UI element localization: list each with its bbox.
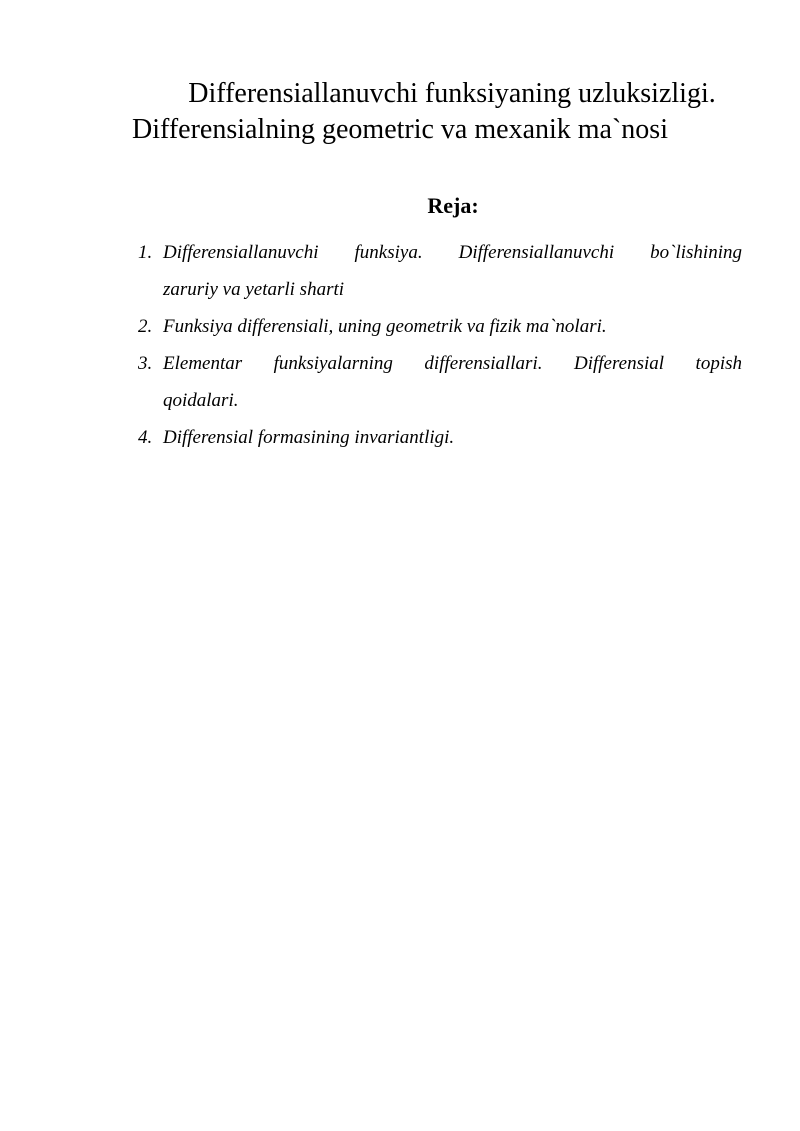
plan-item-4 bbox=[138, 419, 742, 456]
plan-list bbox=[138, 234, 742, 456]
plan-item-text-continued: zaruriy va yetarli sharti bbox=[163, 279, 345, 300]
plan-item-number: 3. bbox=[138, 353, 153, 374]
title-line-2: Differensialning geometric va mexanik ma`nosi bbox=[132, 114, 668, 145]
title-line-1: Differensiallanuvchi funksiyaning uzluksizligi. bbox=[188, 78, 716, 109]
plan-item-text: Differensial formasining invariantligi. bbox=[163, 427, 455, 448]
plan-item-number: 1. bbox=[138, 242, 153, 263]
plan-item-number: 2. bbox=[138, 316, 153, 337]
plan-item-number: 4. bbox=[138, 427, 153, 448]
plan-heading: Reja: bbox=[427, 193, 479, 218]
plan-item-2 bbox=[138, 308, 742, 345]
plan-item-text: Elementar funksiyalarning differensiallari. Differensial topish bbox=[163, 353, 742, 374]
plan-item-text: Differensiallanuvchi funksiya. Differensiallanuvchi bo`lishining bbox=[163, 242, 742, 263]
plan-item-3 bbox=[138, 345, 742, 419]
plan-item-1 bbox=[138, 234, 742, 308]
document-title bbox=[100, 76, 750, 148]
plan-item-text-continued: qoidalari. bbox=[163, 390, 239, 411]
plan-item-text: Funksiya differensiali, uning geometrik va fizik ma`nolari. bbox=[163, 316, 607, 337]
